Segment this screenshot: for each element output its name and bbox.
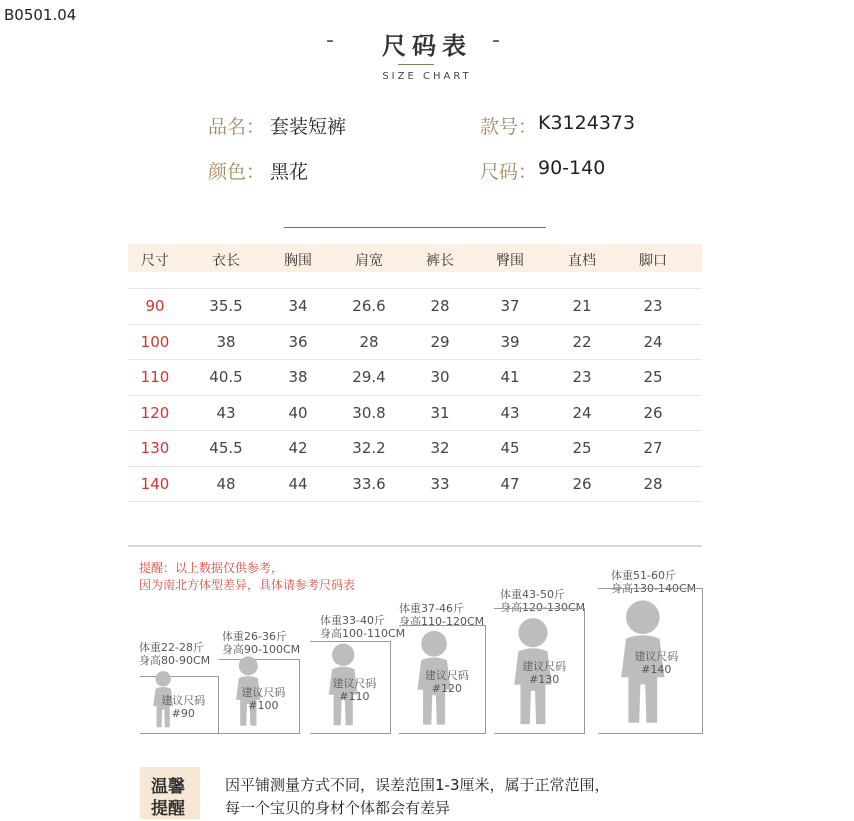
kid-height: 身高110-120CM [399, 615, 485, 628]
header-cell: 直档 [568, 253, 596, 269]
name-label: 品名： [208, 116, 266, 138]
header-cell: 裤长 [426, 253, 454, 269]
table-cell: 29.4 [352, 368, 386, 386]
size-cell: 100 [140, 332, 170, 351]
size-range-label: 尺码： [480, 161, 538, 183]
kid-weight: 体重43-50斤 [500, 588, 565, 601]
table-cell: 43 [216, 403, 236, 422]
color-label: 颜色： [208, 161, 266, 183]
table-cell: 26 [572, 474, 592, 493]
table-cell: 38 [288, 368, 308, 386]
table-cell: 29 [430, 332, 450, 351]
reminder-line-2: 因为南北方体型差异，具体请参考尺码表 [139, 578, 356, 592]
reminder-line-1: 提醒：以上数据仅供参考， [139, 561, 284, 575]
style-label: 款号： [480, 116, 538, 138]
table-cell: 28 [430, 297, 450, 315]
suggest-label: 建议尺码 [161, 694, 206, 707]
color-value: 黑花 [270, 161, 309, 183]
size-cell: 120 [140, 403, 170, 422]
table-cell: 24 [643, 332, 663, 351]
header-cell: 尺寸 [141, 253, 169, 269]
size-cell: 140 [140, 474, 170, 493]
suggest-label: 建议尺码 [424, 668, 469, 682]
page-title: 尺码表 [382, 32, 472, 60]
suggest-size: #120 [431, 681, 462, 695]
table-cell: 37 [500, 297, 520, 315]
table-cell: 34 [288, 297, 308, 315]
kid-weight: 体重22-28斤 [139, 641, 204, 654]
suggested-size [425, 669, 469, 695]
table-cell: 28 [643, 474, 663, 493]
table-cell: 21 [572, 297, 592, 315]
title-dash-left: - [326, 28, 334, 53]
header-cell: 臀围 [496, 253, 524, 269]
suggest-size: #90 [171, 707, 195, 720]
warm-tip-title-1: 温馨 [151, 777, 185, 797]
suggested-size [161, 694, 205, 720]
title-dash-right: - [492, 28, 500, 53]
size-range-value: 90-140 [538, 157, 606, 179]
kid-height: 身高100-110CM [320, 627, 406, 640]
table-cell: 40 [288, 403, 308, 422]
kid-weight: 体重33-40斤 [320, 614, 385, 627]
page-subtitle: SIZE CHART [382, 71, 472, 82]
suggest-label: 建议尺码 [241, 685, 286, 699]
kid-height: 身高120-130CM [500, 601, 586, 614]
warm-tip-text-1: 因平铺测量方式不同，误差范围1-3厘米，属于正常范围， [225, 776, 610, 794]
table-cell: 25 [572, 439, 592, 457]
table-cell: 38 [216, 332, 236, 351]
table-cell: 30.8 [352, 403, 386, 422]
kid-height: 身高130-140CM [611, 582, 697, 595]
header-cell: 衣长 [212, 253, 240, 269]
table-cell: 23 [643, 297, 663, 315]
table-cell: 32.2 [352, 439, 386, 457]
table-cell: 45 [500, 439, 520, 457]
kid-height: 身高80-90CM [139, 654, 211, 667]
table-cell: 36 [288, 332, 308, 351]
table-cell: 27 [643, 439, 663, 457]
table-cell: 31 [430, 403, 450, 422]
kid-weight: 体重51-60斤 [611, 569, 676, 582]
header-cell: 肩宽 [355, 253, 383, 269]
table-cell: 47 [500, 474, 520, 493]
suggest-size: #130 [529, 673, 560, 686]
table-cell: 32 [430, 439, 450, 457]
table-cell: 35.5 [209, 297, 243, 315]
table-cell: 45.5 [209, 439, 243, 457]
suggested-size [241, 686, 285, 712]
size-cell: 130 [140, 439, 170, 457]
size-cell: 90 [145, 297, 165, 315]
kid-weight: 体重26-36斤 [222, 630, 287, 643]
header-cell: 脚口 [639, 253, 667, 269]
table-cell: 42 [288, 439, 308, 457]
table-cell: 23 [572, 368, 592, 386]
kid-weight: 体重37-46斤 [399, 602, 464, 615]
table-cell: 22 [572, 332, 592, 351]
suggested-size [522, 660, 566, 686]
warm-tip-text-2: 每一个宝贝的身材个体都会有差异 [225, 799, 451, 817]
warm-tip-badge [140, 767, 200, 819]
table-cell: 33 [430, 474, 450, 493]
suggested-size [634, 650, 678, 676]
kid-height: 身高90-100CM [222, 643, 301, 656]
table-cell: 28 [359, 332, 379, 351]
warm-tip-title-2: 提醒 [151, 799, 185, 819]
table-cell: 30 [430, 368, 450, 386]
table-cell: 39 [500, 332, 520, 351]
name-value: 套装短裤 [270, 116, 347, 138]
suggest-label: 建议尺码 [332, 676, 377, 690]
table-cell: 43 [500, 403, 520, 422]
suggest-size: #110 [339, 689, 370, 703]
table-cell: 25 [643, 368, 663, 386]
table-cell: 26 [643, 403, 663, 422]
table-cell: 41 [500, 368, 520, 386]
suggest-size: #100 [248, 698, 279, 712]
suggest-size: #140 [641, 663, 672, 676]
table-cell: 26.6 [352, 297, 386, 315]
header-cell: 胸围 [284, 253, 312, 269]
style-value: K3124373 [538, 112, 636, 134]
table-cell: 24 [572, 403, 592, 422]
suggested-size [332, 677, 376, 703]
table-cell: 48 [216, 474, 236, 493]
size-cell: 110 [140, 368, 170, 386]
suggest-label: 建议尺码 [634, 650, 679, 663]
table-cell: 40.5 [209, 368, 243, 386]
table-cell: 44 [288, 474, 308, 493]
table-cell: 33.6 [352, 474, 386, 493]
suggest-label: 建议尺码 [522, 660, 567, 673]
product-code: B0501.04 [4, 6, 77, 24]
